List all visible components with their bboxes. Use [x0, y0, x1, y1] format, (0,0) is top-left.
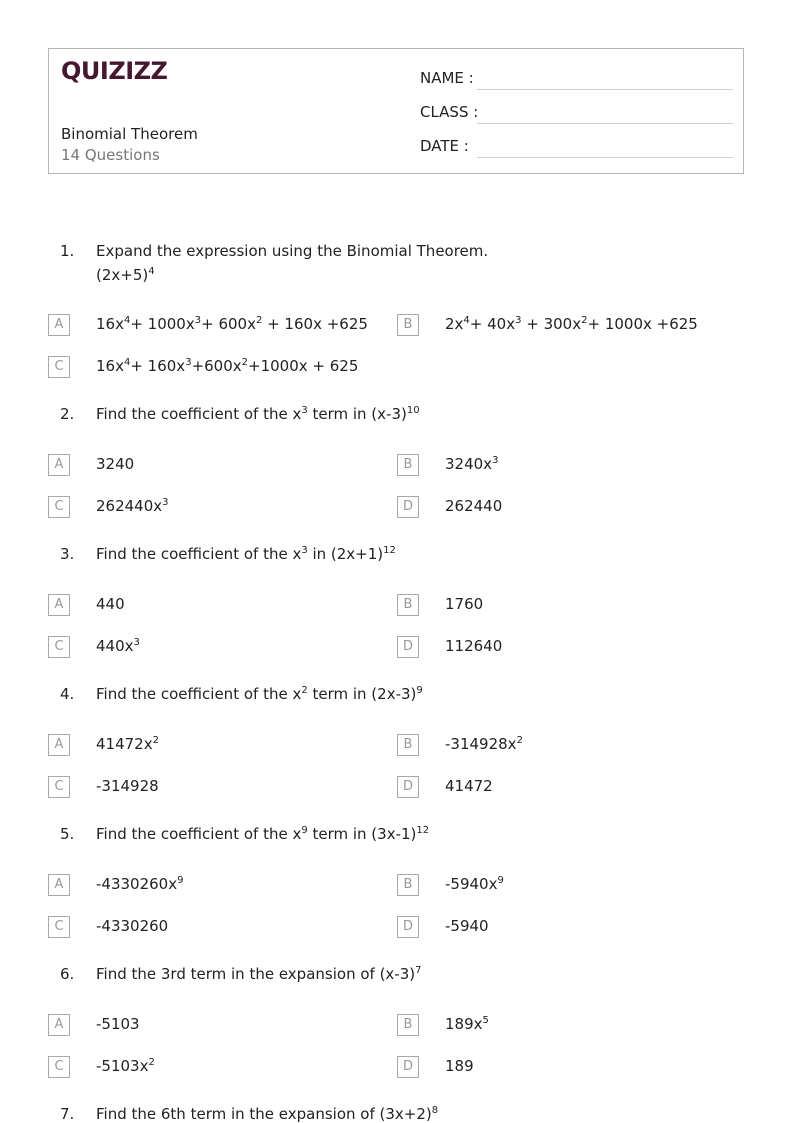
- class-label: CLASS :: [420, 103, 479, 121]
- option-answer[interactable]: [445, 735, 523, 753]
- option-letter-box[interactable]: C: [48, 1056, 70, 1078]
- option-letter-box[interactable]: A: [48, 874, 70, 896]
- option-answer[interactable]: [96, 455, 134, 473]
- text-segment: 3240x: [445, 455, 493, 473]
- date-line: [477, 157, 733, 158]
- question-text: [96, 825, 429, 843]
- option-answer[interactable]: [445, 1015, 489, 1033]
- option-letter-box[interactable]: A: [48, 454, 70, 476]
- exponent: 7: [415, 965, 422, 976]
- text-segment: 3240: [96, 455, 135, 473]
- text-segment: -4330260: [96, 917, 169, 935]
- text-segment: 440: [96, 595, 125, 613]
- text-segment: Find the 6th term in the expansion of (3x+2): [96, 1105, 432, 1123]
- option-answer[interactable]: [96, 637, 140, 655]
- option-letter-box[interactable]: D: [397, 636, 419, 658]
- exponent: 12: [416, 825, 430, 836]
- option-answer[interactable]: [96, 315, 368, 333]
- option-answer[interactable]: [445, 1057, 474, 1075]
- text-segment: -4330260x: [96, 875, 178, 893]
- question-text: [96, 242, 488, 260]
- option-answer[interactable]: [445, 637, 502, 655]
- text-segment: -5103x: [96, 1057, 149, 1075]
- exponent: 3: [133, 637, 140, 648]
- question-text: [96, 545, 396, 563]
- option-letter-box[interactable]: C: [48, 916, 70, 938]
- text-segment: +1000x + 625: [248, 357, 359, 375]
- text-segment: Find the coefficient of the x: [96, 685, 302, 703]
- exponent: 9: [301, 825, 308, 836]
- text-segment: -5103: [96, 1015, 140, 1033]
- question-text: [96, 405, 420, 423]
- option-letter-box[interactable]: B: [397, 314, 419, 336]
- text-segment: + 300x: [521, 315, 582, 333]
- exponent: 9: [177, 875, 184, 886]
- text-segment: + 1000x +625: [587, 315, 698, 333]
- text-segment: 262440x: [96, 497, 163, 515]
- text-segment: term in (x-3): [307, 405, 407, 423]
- exponent: 2: [581, 315, 588, 326]
- text-segment: 16x: [96, 315, 124, 333]
- option-answer[interactable]: [96, 735, 159, 753]
- text-segment: Find the coefficient of the x: [96, 405, 302, 423]
- option-letter-box[interactable]: C: [48, 636, 70, 658]
- text-segment: + 600x: [201, 315, 256, 333]
- question-expression: [96, 266, 155, 284]
- text-segment: 189x: [445, 1015, 483, 1033]
- exponent: 3: [162, 497, 169, 508]
- question-text: [96, 685, 423, 703]
- exponent: 2: [241, 357, 249, 368]
- question-number: 7.: [60, 1105, 75, 1123]
- exponent: 3: [515, 315, 522, 326]
- question-number: 5.: [60, 825, 75, 843]
- exponent: 8: [431, 1105, 439, 1116]
- exponent: 5: [482, 1015, 489, 1026]
- option-letter-box[interactable]: C: [48, 356, 70, 378]
- option-letter-box[interactable]: B: [397, 874, 419, 896]
- question-count: 14 Questions: [61, 146, 160, 164]
- exponent: 2: [255, 315, 263, 326]
- option-letter-box[interactable]: B: [397, 454, 419, 476]
- text-segment: (2x+5): [96, 266, 149, 284]
- text-segment: Expand the expression using the Binomial Theorem.: [96, 242, 489, 260]
- text-segment: 16x: [96, 357, 124, 375]
- text-segment: +600x: [191, 357, 242, 375]
- option-answer[interactable]: [445, 875, 504, 893]
- text-segment: Find the coefficient of the x: [96, 825, 302, 843]
- question-number: 2.: [60, 405, 75, 423]
- exponent: 3: [194, 315, 202, 326]
- text-segment: + 160x +625: [262, 315, 368, 333]
- exponent: 12: [383, 545, 396, 556]
- question-number: 1.: [60, 242, 75, 260]
- option-answer[interactable]: [445, 917, 489, 935]
- text-segment: + 160x: [130, 357, 186, 375]
- text-segment: term in (3x-1): [307, 825, 417, 843]
- text-segment: Find the coefficient of the x: [96, 545, 302, 563]
- text-segment: -5940: [445, 917, 489, 935]
- text-segment: 112640: [445, 637, 503, 655]
- exponent: 9: [416, 685, 423, 696]
- option-answer[interactable]: [96, 595, 125, 613]
- exponent: 4: [123, 357, 131, 368]
- quizizz-logo: QUIZIZZ: [61, 57, 168, 85]
- text-segment: 41472: [445, 777, 493, 795]
- option-answer[interactable]: [445, 455, 498, 473]
- option-answer[interactable]: [96, 917, 168, 935]
- text-segment: 2x: [445, 315, 464, 333]
- exponent: 2: [516, 735, 523, 746]
- text-segment: -314928x: [445, 735, 517, 753]
- option-letter-box[interactable]: D: [397, 1056, 419, 1078]
- option-answer[interactable]: [445, 595, 483, 613]
- question-text: [96, 1105, 438, 1123]
- option-letter-box[interactable]: C: [48, 776, 70, 798]
- text-segment: in (2x+1): [307, 545, 384, 563]
- option-letter-box[interactable]: A: [48, 314, 70, 336]
- option-answer[interactable]: [445, 777, 493, 795]
- text-segment: + 1000x: [130, 315, 195, 333]
- option-letter-box[interactable]: D: [397, 496, 419, 518]
- option-letter-box[interactable]: D: [397, 916, 419, 938]
- option-letter-box[interactable]: B: [397, 1014, 419, 1036]
- option-answer[interactable]: [445, 497, 502, 515]
- worksheet-header: [48, 48, 744, 174]
- question-text: [96, 965, 421, 983]
- exponent: 3: [492, 455, 499, 466]
- exponent: 3: [301, 545, 308, 556]
- option-letter-box[interactable]: A: [48, 1014, 70, 1036]
- option-letter-box[interactable]: B: [397, 594, 419, 616]
- text-segment: 262440: [445, 497, 503, 515]
- question-number: 4.: [60, 685, 75, 703]
- option-letter-box[interactable]: D: [397, 776, 419, 798]
- option-answer[interactable]: [445, 315, 698, 333]
- name-line: [477, 89, 733, 90]
- exponent: 4: [123, 315, 131, 326]
- option-answer[interactable]: [96, 1057, 155, 1075]
- exponent: 3: [301, 405, 308, 416]
- exponent: 3: [185, 357, 192, 368]
- question-number: 3.: [60, 545, 75, 563]
- question-number: 6.: [60, 965, 75, 983]
- option-answer[interactable]: [96, 777, 159, 795]
- name-label: NAME :: [420, 69, 474, 87]
- exponent: 10: [406, 405, 420, 416]
- exponent: 2: [152, 735, 159, 746]
- date-label: DATE :: [420, 137, 469, 155]
- option-answer[interactable]: [96, 357, 358, 375]
- exponent: 2: [301, 685, 308, 696]
- text-segment: term in (2x-3): [307, 685, 417, 703]
- text-segment: 1760: [445, 595, 484, 613]
- exponent: 9: [497, 875, 504, 886]
- text-segment: 41472x: [96, 735, 153, 753]
- class-line: [477, 123, 733, 124]
- option-answer[interactable]: [96, 875, 183, 893]
- option-letter-box[interactable]: A: [48, 734, 70, 756]
- text-segment: Find the 3rd term in the expansion of (x-3): [96, 965, 416, 983]
- exponent: 4: [463, 315, 470, 326]
- text-segment: 440x: [96, 637, 134, 655]
- worksheet-title: Binomial Theorem: [61, 125, 198, 143]
- text-segment: + 40x: [469, 315, 516, 333]
- option-letter-box[interactable]: C: [48, 496, 70, 518]
- option-answer[interactable]: [96, 497, 169, 515]
- option-letter-box[interactable]: B: [397, 734, 419, 756]
- text-segment: -314928: [96, 777, 159, 795]
- text-segment: -5940x: [445, 875, 498, 893]
- exponent: 2: [148, 1057, 155, 1068]
- text-segment: 189: [445, 1057, 474, 1075]
- option-letter-box[interactable]: A: [48, 594, 70, 616]
- option-answer[interactable]: [96, 1015, 140, 1033]
- exponent: 4: [148, 266, 155, 277]
